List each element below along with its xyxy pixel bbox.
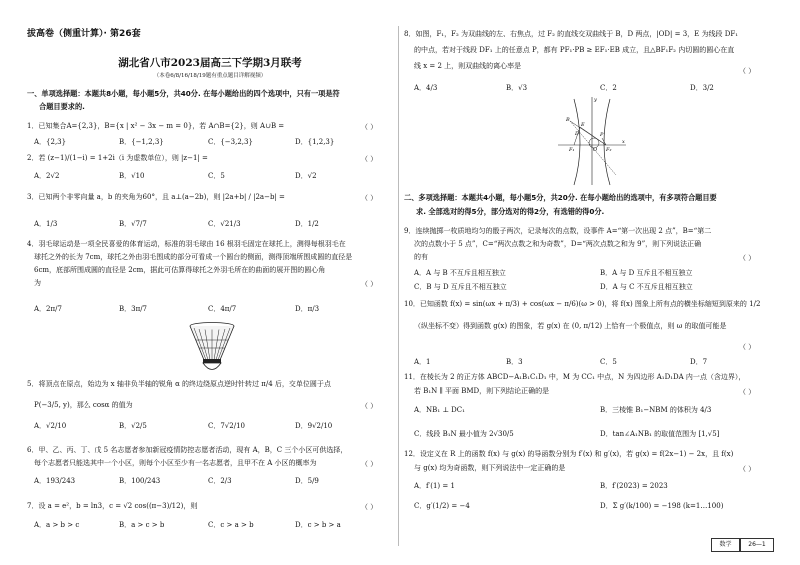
q6-option-b[interactable]: B．100/243 [119,477,161,485]
q3-stem: 3．已知两个非零向量 a，b 的夹角为60°，且 a⊥(a−2b)，则 |2a+b| / |2a−b| = [27,193,285,201]
q12-option-d[interactable]: D．Σ g′(k/100) = −198 (k=1…100) [600,502,724,510]
q4-line-4: 为 [34,279,41,287]
q2-option-d[interactable]: D．√2 [295,172,317,180]
paper-note: （本卷6/8/16/18/19题有重点题目详解视频） [153,73,267,79]
section-2-heading-2: 求. 全部选对的得5分，部分选对的得2分，有选错的得0分. [416,207,605,216]
q4-line-1: 4．羽毛球运动是一项全民喜爱的体育运动，标准的羽毛球由 16 根羽毛固定在球托上，测得每根羽毛在 [27,240,346,248]
q9-line-3: 的有 [414,253,428,261]
q8-answer-paren[interactable]: （ ） [739,67,756,75]
q5-option-c[interactable]: C．7√2/10 [208,422,245,430]
q11-option-b[interactable]: B．三棱锥 B₁−NBM 的体积为 4/3 [600,406,712,414]
fig-label-p: P [600,132,604,138]
q11-option-a[interactable]: A．NB₁ ⊥ DC₁ [414,406,465,414]
q6-option-d[interactable]: D．5/9 [295,477,319,485]
q10-answer-paren[interactable]: （ ） [739,343,756,351]
q9-option-a[interactable]: A．A 与 B 不互斥且相互独立 [414,269,506,277]
q7-stem: 7．设 a = e²，b = ln3，c = √2 cos((π−3)/12)，则 [27,502,198,510]
q4-line-3: 6cm，底部所围成圆的直径是 2cm，据此可估算得球托之外羽毛所在的曲面的展开图的圆心角 [34,266,326,274]
q12-option-b[interactable]: B．f′(2023) = 2023 [600,482,668,490]
right-branch [604,99,610,185]
q4-line-2: 球托之外的长为 7cm，球托之外由羽毛围成的部分可看成一个圆台的侧面，测得顶端所围成圆的直径是 [34,253,353,261]
fig-label-x: x [622,139,625,145]
q1-option-c[interactable]: C．{−3,2,3} [208,138,253,146]
q6-line-2: 每个志愿者只能选其中一个小区，则每个小区至少有一名志愿者，且甲不在 A 小区的概率为 [34,459,317,467]
q8-line-1: 8．如图，F₁，F₂ 为双曲线的左、右焦点，过 F₂ 的直线交双曲线于 B，D 两点，|OD| = 3，E 为线段 DF₁ [404,30,738,38]
q1-answer-paren[interactable]: （ ） [361,123,378,131]
section-1-heading-2: 合题目要求的. [39,102,85,111]
q4-option-a[interactable]: A．2π/7 [34,305,62,313]
q5-answer-paren[interactable]: （ ） [361,402,378,410]
column-divider [398,26,399,546]
q8-option-b[interactable]: B．√3 [506,84,528,92]
q9-answer-paren[interactable]: （ ） [739,254,756,262]
q12-option-a[interactable]: A．f′(1) = 1 [414,482,455,490]
q8-option-c[interactable]: C．2 [600,84,617,92]
q5-line-1: 5．将顶点在原点，始边为 x 轴非负半轴的锐角 α 的终边绕原点逆时针转过 π/4 后，交单位圆于点 [27,380,331,388]
q4-option-d[interactable]: D．π/3 [295,305,320,313]
fig-label-f2: F₂ [606,147,612,153]
q1-option-a[interactable]: A．{2,3} [34,138,67,146]
q1-option-d[interactable]: D．{1,2,3} [295,138,335,146]
q11-answer-paren[interactable]: （ ） [739,388,756,396]
q11-option-c[interactable]: C．线段 B₁N 最小值为 2√30/5 [414,430,514,438]
q7-option-d[interactable]: D．c > b > a [295,521,341,529]
q9-line-2: 次的点数小于 5 点”，C=“两次点数之和为奇数”，D=“两次点数之和为 9”，则下列说法正确 [414,240,702,248]
section-1-heading: 一、单项选择题：本题共8小题，每小题5分，共40分. 在每小题给出的四个选项中，只有一项是符 [27,89,340,98]
q5-option-b[interactable]: B．√2/5 [119,422,147,430]
q7-option-b[interactable]: B．a > c > b [119,521,165,529]
q11-line-2: 若 B₁N ∥ 平面 BMD，则下列结论正确的是 [414,387,550,395]
q10-option-b[interactable]: B．3 [506,358,523,366]
q10-option-d[interactable]: D．7 [690,358,708,366]
q9-option-b[interactable]: B．A 与 D 互斥且不相互独立 [600,269,693,277]
fig-label-d: D [575,131,580,137]
q8-line-3: 线 x = 2 上，则双曲线的离心率是 [414,62,522,70]
q3-option-a[interactable]: A．1/3 [34,220,58,228]
q2-stem: 2．若 (z−1)/(1−i) = 1+2i（i 为虚数单位），则 |z−1| = [27,154,208,162]
fig-label-e: E [581,122,585,128]
q3-option-d[interactable]: D．1/2 [295,220,319,228]
q6-option-a[interactable]: A．193/243 [34,477,76,485]
q2-option-c[interactable]: C．5 [208,172,225,180]
q7-option-c[interactable]: C．c > a > b [208,521,254,529]
footer-subject: 数学 [711,538,740,552]
q5-line-2: P(−3/5, y)，那么 cosα 的值为 [34,401,133,409]
q3-answer-paren[interactable]: （ ） [361,194,378,202]
q11-option-d[interactable]: D．tan∠A₁NB₁ 的取值范围为 [1,√5] [600,430,720,438]
q1-stem: 1．已知集合A={2,3}，B={x | x² − 3x − m = 0}，若 A∩B={2}，则 A∪B = [27,122,285,130]
q12-line-2: 与 g(x) 均为奇函数，则下列说法中一定正确的是 [414,464,566,472]
footer-page: 26—1 [740,538,774,552]
q10-line-2: （纵坐标不变）得到函数 g(x) 的图象，若 g(x) 在 (0, π/12) 上恰有一个极值点，则 ω 的取值可能是 [414,322,727,330]
q5-option-d[interactable]: D．9√2/10 [295,422,333,430]
q6-option-c[interactable]: C．2/3 [208,477,232,485]
q9-line-1: 9．连续抛掷一枚质地均匀的骰子两次，记录每次的点数，设事件 A=“第一次出现 2 点”，B=“第二 [404,227,712,235]
q2-answer-paren[interactable]: （ ） [361,155,378,163]
q7-answer-paren[interactable]: （ ） [361,503,378,511]
hyperbola-figure [556,95,628,187]
q4-option-c[interactable]: C．4π/7 [208,305,237,313]
section-2-heading: 二、多项选择题：本题共4小题，每小题5分，共20分. 在每小题给出的选项中，有多项符合题目要 [404,193,717,202]
q4-option-b[interactable]: B．3π/7 [119,305,148,313]
q12-answer-paren[interactable]: （ ） [739,465,756,473]
fig-label-f1: F₁ [569,147,575,153]
q12-line-1: 12．设定义在 R 上的函数 f(x) 与 g(x) 的导函数分别为 f′(x) 和 g′(x)，若 g(x) = f(2x−1) − 2x，且 f(x) [404,450,734,458]
q10-option-c[interactable]: C．5 [600,358,617,366]
q5-option-a[interactable]: A．√2/10 [34,422,67,430]
q9-option-d[interactable]: D．A 与 C 不互斥且相互独立 [600,283,693,291]
q9-option-c[interactable]: C．B 与 D 互斥且不相互独立 [414,283,507,291]
q6-answer-paren[interactable]: （ ） [361,460,378,468]
q8-option-a[interactable]: A．4/3 [414,84,438,92]
fig-label-b: B [566,117,570,123]
q4-answer-paren[interactable]: （ ） [361,280,378,288]
q2-option-a[interactable]: A．2√2 [34,172,60,180]
q8-option-d[interactable]: D．3/2 [690,84,714,92]
q12-option-c[interactable]: C．g′(1/2) = −4 [414,502,470,510]
q7-option-a[interactable]: A．a > b > c [34,521,80,529]
fig-label-o: O [593,147,598,153]
q8-line-2: 的中点，若对于线段 DF₁ 上的任意点 P，都有 PF₁·PB ≥ EF₁·EB 成立，且△BF₁F₂ 内切圆的圆心在直 [414,46,735,54]
q3-option-b[interactable]: B．√7/7 [119,220,147,228]
q10-line-1: 10．已知函数 f(x) = sin(ωx + π/3) + cos(ωx − π/6)(ω > 0)，将 f(x) 图象上所有点的横坐标缩短到原来的 1/2 [404,300,761,308]
q2-option-b[interactable]: B．√10 [119,172,145,180]
q6-line-1: 6．甲、乙、丙、丁、戊 5 名志愿者参加新冠疫情防控志愿者活动，现有 A，B，C 三个小区可供选择， [27,446,348,454]
series-label: 拔高卷（侧重计算）· 第26套 [27,29,141,39]
q11-line-1: 11．在棱长为 2 的正方体 ABCD−A₁B₁C₁D₁ 中，M 为 CC₁ 中点，N 为四边形 A₁D₁DA 内一点（含边界）， [404,373,746,381]
paper-title: 湖北省八市2023届高三下学期3月联考 [118,57,302,69]
shuttlecock-illustration [187,322,237,374]
q3-option-c[interactable]: C．√21/3 [208,220,241,228]
q10-option-a[interactable]: A．1 [414,358,431,366]
q1-option-b[interactable]: B．{−1,2,3} [119,138,164,146]
fig-label-y: y [594,97,597,103]
